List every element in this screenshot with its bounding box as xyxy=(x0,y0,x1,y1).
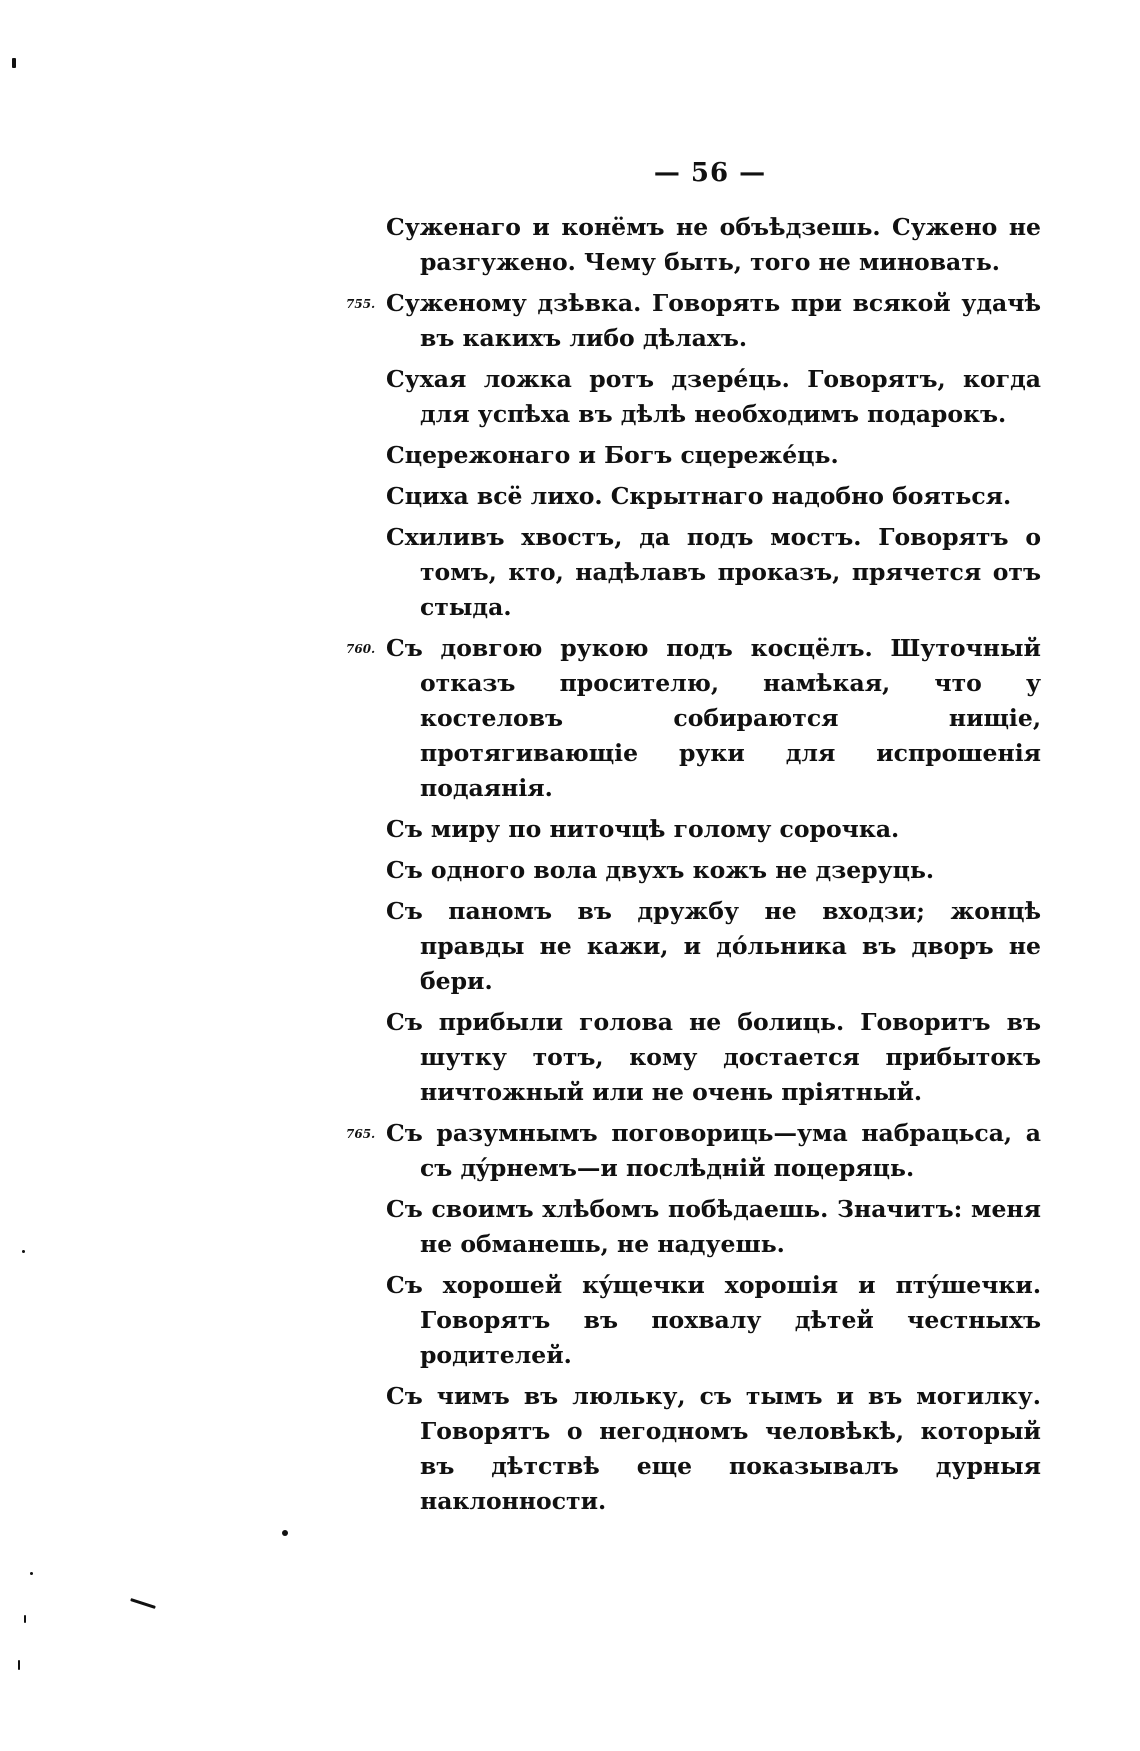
proverb-text: Съ прибыли голова не болиць. Говоритъ въ шутку тотъ, кому достается прибытокъ ничтожный или не очень пріятный. xyxy=(386,1008,1041,1106)
proverb-text: Сцережонаго и Богъ сцережéць. xyxy=(386,441,839,469)
proverb-text: Съ своимъ хлѣбомъ побѣдаешь. Значитъ: меня не обманешь, не надуешь. xyxy=(386,1195,1041,1258)
proverb-entry xyxy=(386,210,1041,280)
proverb-entry xyxy=(386,438,1041,473)
proverb-text: Съ паномъ въ дружбу не входзи; жонцѣ правды не кажи, и дóльника въ дворъ не бери. xyxy=(386,897,1041,995)
proverb-entry xyxy=(386,520,1041,625)
scan-speck xyxy=(24,1615,26,1623)
proverb-entry xyxy=(386,894,1041,999)
entry-number: 765. xyxy=(346,1127,376,1141)
proverb-entry xyxy=(346,286,1041,356)
proverb-text: Съ чимъ въ люльку, съ тымъ и въ могилку. Говорятъ о негодномъ человѣкѣ, который въ дѣтствѣ еще показывалъ дурныя наклонности. xyxy=(386,1382,1041,1515)
scan-speck xyxy=(22,1250,25,1253)
proverb-entry xyxy=(346,631,1041,806)
proverb-text: Съ миру по ниточцѣ голому сорочка. xyxy=(386,815,900,843)
entry-number: 760. xyxy=(346,642,376,656)
scan-speck xyxy=(30,1572,33,1575)
proverb-text: Съ довгою рукою подъ косцёлъ. Шуточный отказъ просителю, намѣкая, что у костеловъ собираются нищіе, протягивающіе руки для испрошенія подаянія. xyxy=(386,634,1041,802)
proverb-entry xyxy=(386,362,1041,432)
scan-speck xyxy=(130,1598,156,1609)
proverb-text: Схиливъ хвостъ, да подъ мостъ. Говорятъ о томъ, кто, надѣлавъ проказъ, прячется отъ стыда. xyxy=(386,523,1041,621)
scan-speck xyxy=(282,1530,288,1536)
proverb-text: Суженому дзѣвка. Говорять при всякой удачѣ въ какихъ либо дѣлахъ. xyxy=(386,289,1041,352)
proverb-text: Съ разумнымъ поговориць—ума набрацьса, а съ дýрнемъ—и послѣдній поцеряць. xyxy=(386,1119,1041,1182)
proverb-entry xyxy=(386,1192,1041,1262)
proverb-text: Суженаго и конёмъ не объѣдзешь. Сужено не разгужено. Чему быть, того не миновать. xyxy=(386,213,1041,276)
proverb-text: Съ одного вола двухъ кожъ не дзеруць. xyxy=(386,856,935,884)
proverb-list xyxy=(346,210,1041,1525)
proverb-text: Съ хорошей кýщечки хорошія и птýшечки. Говорятъ въ похвалу дѣтей честныхъ родителей. xyxy=(386,1271,1041,1369)
proverb-text: Сухая ложка ротъ дзерéць. Говорятъ, когда для успѣха въ дѣлѣ необходимъ подарокъ. xyxy=(386,365,1041,428)
proverb-entry xyxy=(346,1116,1041,1186)
scan-speck xyxy=(18,1660,20,1670)
proverb-entry xyxy=(386,853,1041,888)
proverb-entry xyxy=(386,1268,1041,1373)
page-number: — 56 — xyxy=(653,158,767,188)
proverb-entry xyxy=(386,1379,1041,1519)
proverb-entry xyxy=(386,812,1041,847)
proverb-entry xyxy=(386,1005,1041,1110)
proverb-text: Сциха всё лихо. Скрытнаго надобно бояться. xyxy=(386,482,1012,510)
entry-number: 755. xyxy=(346,297,376,311)
proverb-entry xyxy=(386,479,1041,514)
scan-speck xyxy=(12,58,16,68)
